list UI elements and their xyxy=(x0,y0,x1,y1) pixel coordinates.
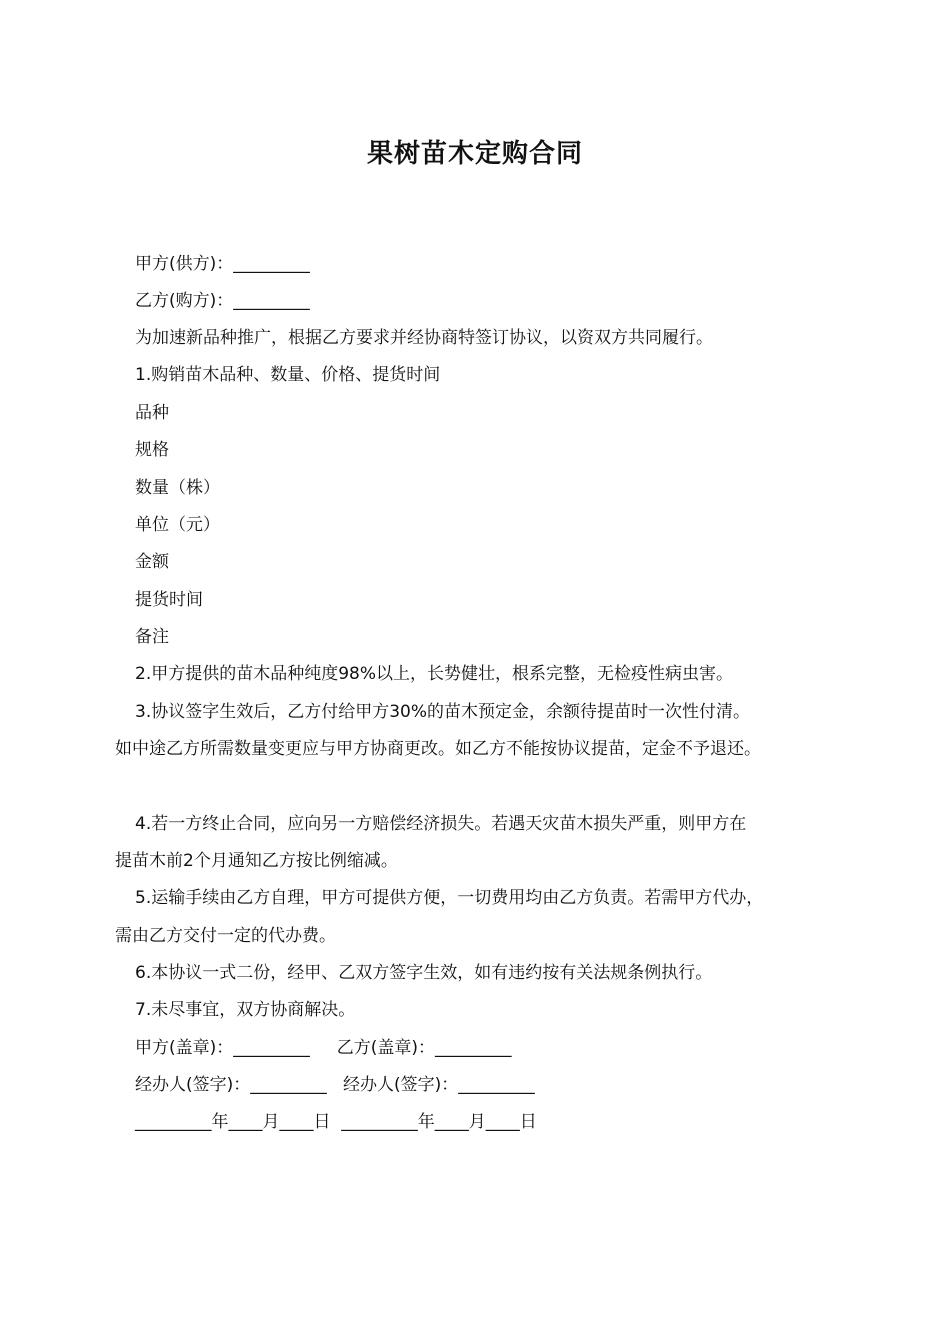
clause-3-line-1: 3.协议签字生效后，乙方付给甲方30%的苗木预定金，余额待提苗时一次性付清。 xyxy=(135,702,751,722)
field-unit-price: 单位（元） xyxy=(135,515,220,535)
party-a-line: 甲方(供方)：_________ xyxy=(135,254,310,274)
field-quantity: 数量（株） xyxy=(135,478,220,498)
clause-6: 6.本协议一式二份，经甲、乙双方签字生效，如有违约按有关法规条例执行。 xyxy=(135,963,713,983)
clause-2: 2.甲方提供的苗木品种纯度98%以上，长势健壮，根系完整，无检疫性病虫害。 xyxy=(135,664,734,684)
clause-3-line-2: 如中途乙方所需数量变更应与甲方协商更改。如乙方不能按协议提苗，定金不予退还。 xyxy=(115,739,761,759)
field-spec: 规格 xyxy=(135,440,169,460)
clause-5-line-2: 需由乙方交付一定的代办费。 xyxy=(115,926,336,946)
clause-7: 7.未尽事宜，双方协商解决。 xyxy=(135,1000,356,1020)
document-title: 果树苗木定购合同 xyxy=(366,139,583,169)
clause-4-line-1: 4.若一方终止合同，应向另一方赔偿经济损失。若遇天灾苗木损失严重，则甲方在 xyxy=(135,814,747,834)
clause-1: 1.购销苗木品种、数量、价格、提货时间 xyxy=(135,365,441,385)
field-remarks: 备注 xyxy=(135,627,169,647)
clause-5-line-1: 5.运输手续由乙方自理，甲方可提供方便，一切费用均由乙方负责。若需甲方代办， xyxy=(135,888,764,908)
field-variety: 品种 xyxy=(135,403,169,423)
seal-row: 甲方(盖章)：_________ 乙方(盖章)：_________ xyxy=(135,1038,512,1058)
clause-4-line-2: 提苗木前2个月通知乙方按比例缩减。 xyxy=(115,851,398,871)
agent-signature-row: 经办人(签字)：_________ 经办人(签字)：_________ xyxy=(135,1075,535,1095)
party-b-line: 乙方(购方)：_________ xyxy=(135,291,310,311)
date-row: _________年____月____日 _________年____月____日 xyxy=(135,1112,537,1132)
field-pickup-time: 提货时间 xyxy=(135,590,203,610)
intro-paragraph: 为加速新品种推广，根据乙方要求并经协商特签订协议，以资双方共同履行。 xyxy=(135,328,713,348)
field-amount: 金额 xyxy=(135,552,169,572)
